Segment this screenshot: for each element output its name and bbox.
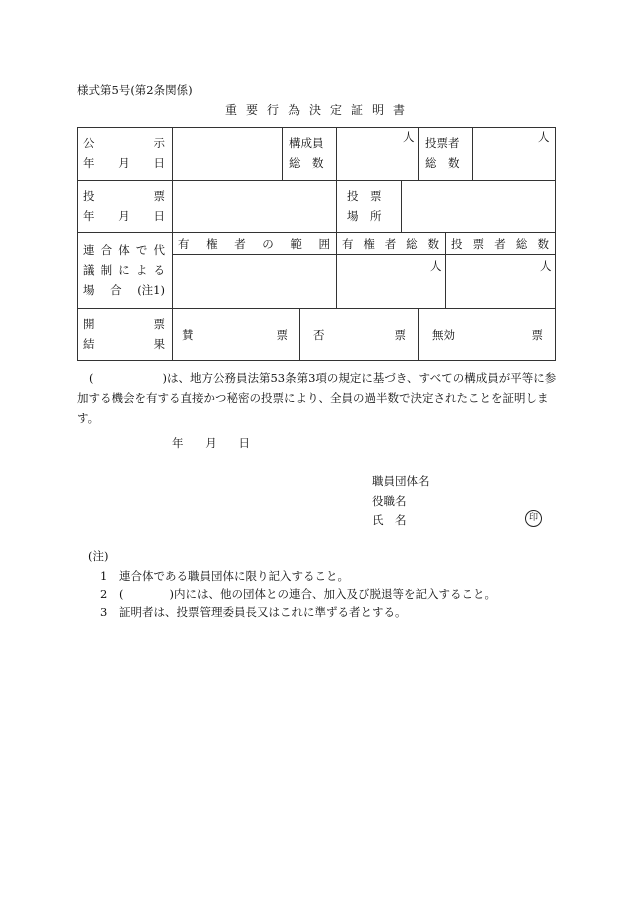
federation-label-line3: 場 合 (注1) <box>83 283 165 297</box>
vote-place-label: 投 票 <box>347 189 382 203</box>
vote-place-label-2: 場 所 <box>347 209 382 223</box>
note-item: 2 ( )内には、他の団体との連合、加入及び脱退等を記入すること。 <box>100 587 496 601</box>
count-result-label-line1: 開 票 <box>83 317 165 331</box>
notes-heading: (注) <box>88 549 109 563</box>
voters-total-label: 投票者 <box>425 136 460 150</box>
certification-date: 年 月 日 <box>172 436 250 450</box>
voters-total-header: 投 票 者 総 数 <box>451 237 549 251</box>
seal-mark: 印 <box>525 510 542 527</box>
certification-text: ( )は、地方公務員法第53条第3項の規定に基づき、すべての構成員が平等に参加する機会を有する直接かつ秘密の投票により、全員の過半数で決定されたことを証明します。 <box>77 371 557 425</box>
federation-label-line2: 議 制 に よ る <box>83 263 165 277</box>
voters-unit: 人 <box>538 130 550 144</box>
public-notice-label: 公 示 <box>83 136 165 150</box>
voters-count-unit: 人 <box>540 259 552 273</box>
vote-date-label: 投 票 <box>83 189 165 203</box>
members-unit: 人 <box>403 130 415 144</box>
members-total-label-2: 総 数 <box>289 156 324 170</box>
members-total-label: 構成員 <box>289 136 324 150</box>
name-label: 氏 名 <box>372 513 407 527</box>
eligible-scope-header: 有 権 者 の 範 囲 <box>178 237 330 251</box>
eligible-unit: 人 <box>430 259 442 273</box>
voters-total-label-2: 総 数 <box>425 156 460 170</box>
federation-label-line1: 連 合 体 で 代 <box>83 243 165 257</box>
vote-date-ymd-label: 年 月 日 <box>83 209 165 223</box>
votes-for: 賛 票 <box>182 328 288 342</box>
public-notice-date-label: 年 月 日 <box>83 156 165 170</box>
document-title: 重要行為決定証明書 <box>224 103 414 117</box>
votes-against: 否 票 <box>313 328 406 342</box>
note-item: 3 証明者は、投票管理委員長又はこれに準ずる者とする。 <box>100 605 407 619</box>
org-name-label: 職員団体名 <box>372 474 430 488</box>
note-item: 1 連合体である職員団体に限り記入すること。 <box>100 569 349 583</box>
eligible-total-header: 有 権 者 総 数 <box>342 237 439 251</box>
votes-invalid: 無効 票 <box>432 328 543 342</box>
count-result-label-line2: 結 果 <box>83 337 165 351</box>
form-number: 様式第5号(第2条関係) <box>77 83 193 97</box>
position-label: 役職名 <box>372 494 407 508</box>
